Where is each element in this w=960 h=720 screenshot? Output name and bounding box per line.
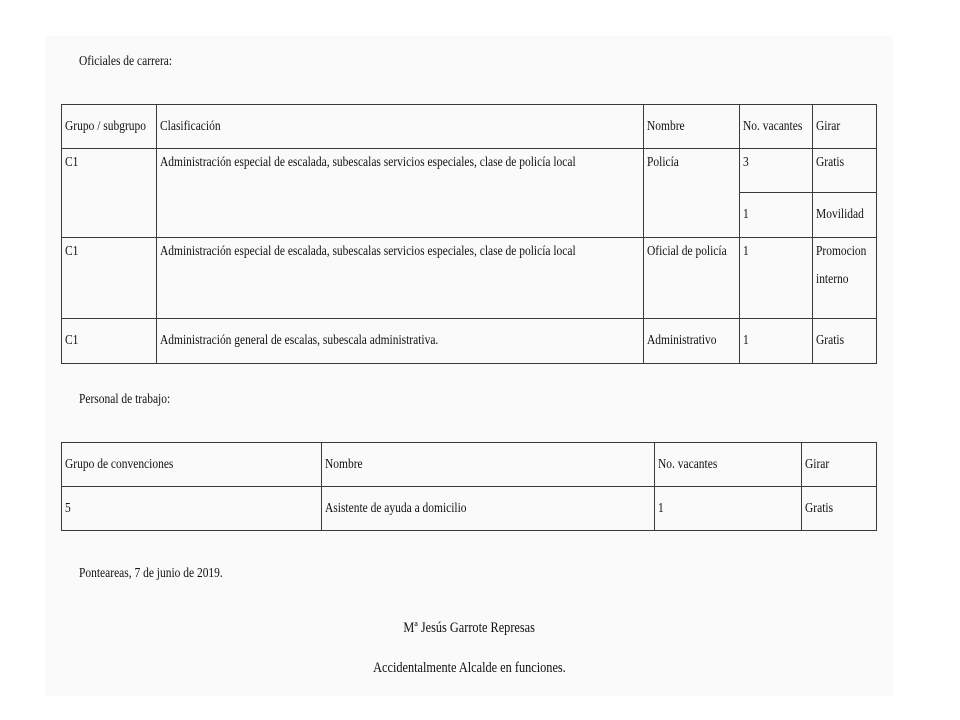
vacantes-cell: 1 [740,193,813,238]
nombre-cell: Asistente de ayuda a domicilio [322,487,655,531]
career-officials-table [61,104,877,364]
vacantes-cell: 1 [655,487,802,531]
girar-cell: Promocion interno [813,238,877,319]
table-row [62,487,877,531]
header-cell: No. vacantes [740,105,813,149]
nombre-cell: Administrativo [644,319,740,364]
table-header-row [62,105,877,149]
header-cell: Girar [802,443,877,487]
table-row [62,238,877,319]
document-page [46,36,893,696]
clasificacion-cell: Administración general de escalas, subescala administrativa. [157,319,644,364]
signatory-name: Mª Jesús Garrote Represas [403,620,536,636]
grupo-cell: C1 [62,319,157,364]
header-cell: Grupo de convenciones [62,443,322,487]
vacantes-cell: 1 [740,238,813,319]
header-cell: No. vacantes [655,443,802,487]
girar-cell: Movilidad [813,193,877,238]
nombre-cell: Policía [644,149,740,238]
header-cell: Girar [813,105,877,149]
signatory-role: Accidentalmente Alcalde en funciones. [373,660,566,676]
girar-cell: Gratis [802,487,877,531]
header-cell: Clasificación [157,105,644,149]
header-cell: Nombre [644,105,740,149]
clasificacion-cell: Administración especial de escalada, subescalas servicios especiales, clase de policía local [157,149,644,238]
labor-staff-table [61,442,877,531]
girar-cell: Gratis [813,149,877,193]
labor-heading: Personal de trabajo: [79,392,171,407]
header-cell: Nombre [322,443,655,487]
grupo-cell: C1 [62,149,157,238]
grupo-cell: 5 [62,487,322,531]
grupo-cell: C1 [62,238,157,319]
career-heading: Oficiales de carrera: [79,54,173,69]
header-cell: Grupo / subgrupo [62,105,157,149]
vacantes-cell: 1 [740,319,813,364]
vacantes-cell: 3 [740,149,813,193]
table-row [62,319,877,364]
place-date: Ponteareas, 7 de junio de 2019. [79,566,223,581]
table-row [62,149,877,193]
clasificacion-cell: Administración especial de escalada, subescalas servicios especiales, clase de policía local [157,238,644,319]
nombre-cell: Oficial de policía [644,238,740,319]
girar-cell: Gratis [813,319,877,364]
table-header-row [62,443,877,487]
